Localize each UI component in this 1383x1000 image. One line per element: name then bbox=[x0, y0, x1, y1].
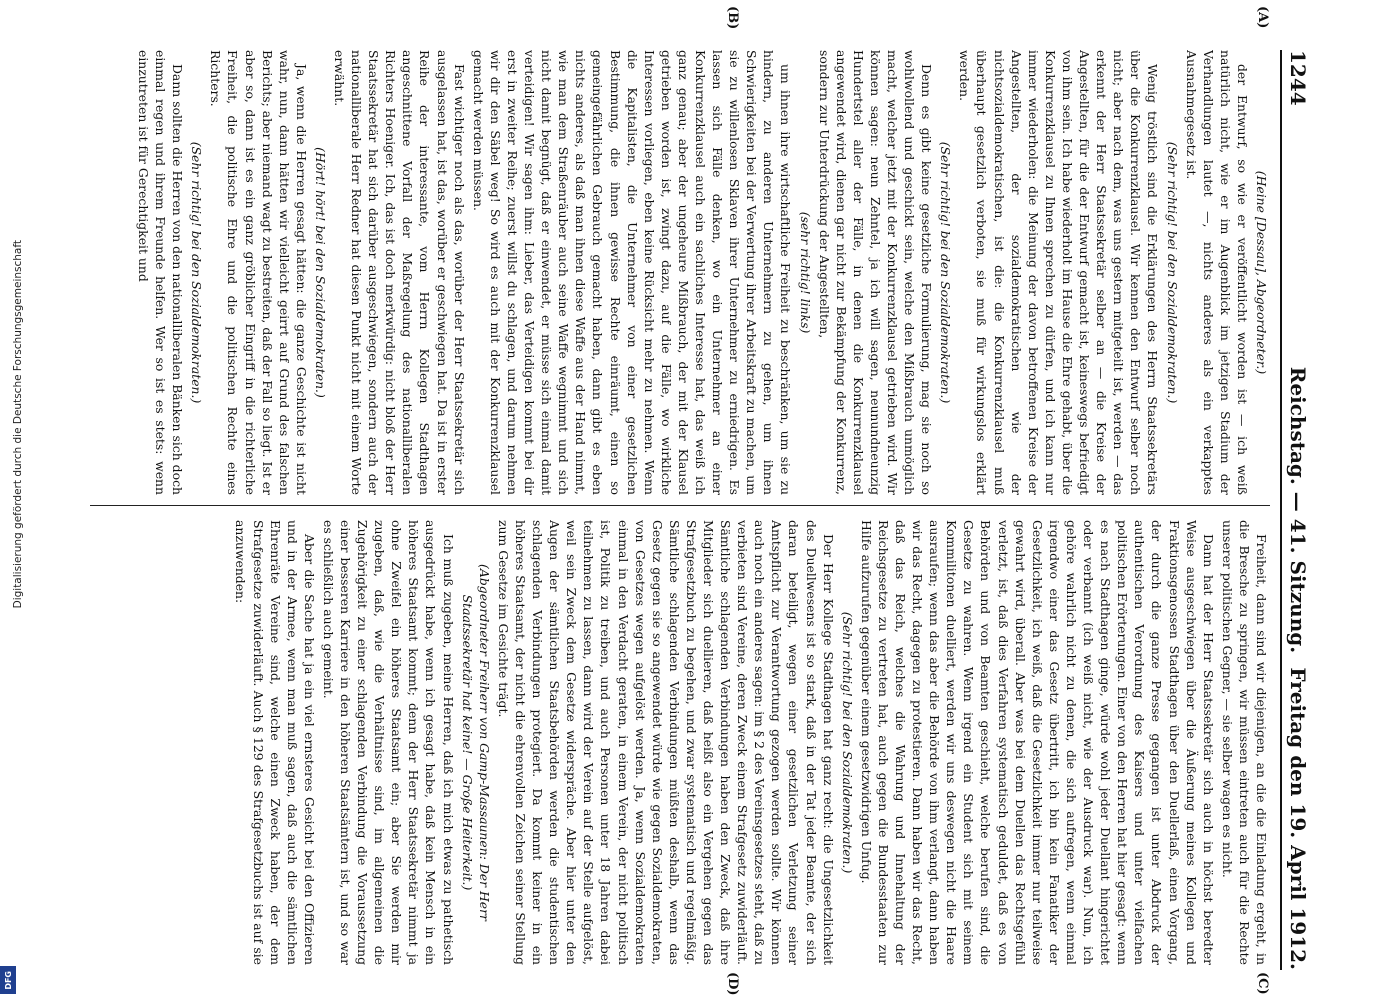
margin-letter-a: (A) bbox=[1255, 6, 1270, 29]
paragraph: Denn es gibt keine gesetzliche Formulierung, mag sie noch so wohlwollend und geschickt sein, welche den Mißbrauch unmöglich macht, welcher jetzt mit der Konkurrenzklausel getrieben wird. Wir können sagen: neun Zehntel, ja ich will sagen, neunundneunzig Hundertstel aller der Fälle, in denen die Konkurrenzklausel angewendet wird, dienen gar nicht zur Bekämpfung der Konkurrenz, sondern zur Unterdrückung der Angestellten, bbox=[816, 50, 935, 495]
margin-letter-b: (B) bbox=[725, 6, 740, 30]
interjection: (Sehr richtig! bei den Sozialdemokraten.) bbox=[938, 141, 954, 404]
paragraph: Aber die Sache hat ja ein viel ernsteres Gesicht bei den Offizieren und in der Armee, wenn man muß sagen, daß auch die sämtlichen Ehrenräte Vereine sind, welche einen Zweck haben, der dem Strafgesetze zuwiderläuft. Auch § 129 des Strafgesetzbuchs ist auf sie anzuwenden: bbox=[233, 520, 317, 965]
paragraph: Freiheit, dann sind wir diejenigen, an die die Einladung ergeht, in die Bresche zu springen, wir müssen eintreten auch für die Rechte unserer politischen Gegner, — sie selber wagen es nicht. bbox=[1219, 520, 1269, 965]
rotated-page bbox=[80, 6, 1310, 996]
interjection: (Sehr richtig! bei den Sozialdemokraten.) bbox=[189, 141, 205, 404]
paragraph: Ich muß zugeben, meine Herren, daß ich mich etwas zu pathetisch ausgedrückt habe, wenn ich gesagt habe, daß kein Mensch in ein höheres Staatsamt kommt; denn der Herr Staatssekretär nimmt ja ohne Zweifel ein höheres Staatsamt ein; aber Sie werden mir zugeben, daß, wie die Verhältnisse sind, im allgemeinen die Zugehörigkeit zu einer schlagenden Verbindung die Voraussetzung einer besseren Karriere in den höheren Staatsämtern ist, und so war es schließlich auch gemeint. bbox=[320, 520, 456, 965]
page-number: 1244 bbox=[1286, 50, 1310, 106]
page-header bbox=[1280, 50, 1310, 970]
interjection: (Heine [Dessau], Abgeordneter.) bbox=[1254, 170, 1269, 375]
paragraph: Der Herr Kollege Stadthagen hat ganz recht: die Ungesetzlichkeit des Duellwesens ist so stark, daß in der Tat jeder Beamte, der sich daran beteiligt, wegen einer gesetzlichen Verletzung seiner Amtspflicht zur Verantwortung gezogen werden sollte. Wir können auch noch ein anderes sagen: im § 2 des Vereinsgesetzes steht, daß zu verbieten sind Vereine, deren Zweck einem Strafgesetz zuwiderläuft. Sämtliche schlagenden Verbindungen haben den Zweck, daß ihre Mitglieder sich duellieren, daß heißt also ein Vergehen gegen das Strafgesetzbuch zu begehen, und zwar systematisch und regelmäßig. Sämtliche schlagenden Verbindungen müßten deshalb, wenn das Gesetz gegen sie so angewendet würde wie gegen Sozialdemokraten, von Gesetzes wegen aufgelöst werden. Ja, wenn Sozialdemokraten einmal in den Verdacht geraten, in einem Verein, der nicht politisch ist, Politik zu treiben, und auch Personen unter 18 Jahren dabei teilnehmen zu lassen, dann wird der Verein auf der Stelle aufgelöst, weil sein Zweck dem Gesetze widerspräche. Aber hier unter den Augen der sämtlichen Staatsbehörden werden die studentischen schlagenden Verbindungen protegiert. Da kommt keiner in ein höheres Staatsamt, der nicht die ehrenvollen Zeichen seiner Stellung zum Gesetze im Gesichte trägt. bbox=[495, 520, 836, 965]
paragraph: Dann sollten die Herren von den nationalliberalen Bänken sich doch einmal regen und ihrem Freunde helfen. Wer so ist es stets: wenn einzutreten ist für Gerechtigkeit und bbox=[136, 50, 186, 495]
digitization-credit: Digitalisierung gefördert durch die Deutsche Forschungsgemeinschaft bbox=[12, 240, 24, 609]
paragraph: Fast wichtiger noch als das, worüber der Herr Staatssekretär sich ausgelassen hat, ist das, worüber er geschwiegen hat. Da ist in erster Reihe der interessante, vom Herrn Kollegen Stadthagen angeschnittene Vorfall der Maßregelung des nationalliberalen Richters Hoeniger. Ich, das ist doch merkwürdig: nicht bloß der Herr Staatssekretär hat sich darüber ausgeschwiegen, sondern auch der nationalliberale Herr Redner hat diesen Punkt nicht mit einem Worte erwähnt. bbox=[332, 50, 467, 495]
margin-letter-d: (D) bbox=[725, 972, 740, 996]
page-title: Reichstag. — 41. Sitzung. bbox=[1286, 366, 1310, 654]
interjection: (Hört! hört! bei den Sozialdemokraten.) bbox=[312, 147, 328, 398]
paragraph: der Entwurf, so wie er veröffentlicht worden ist — ich weiß natürlich nicht, wie er im Augenblick im jetzigen Stadium der Verhandlungen lautet —, nichts anderes als ein verkapptes Ausnahmegesetz ist. bbox=[1183, 50, 1250, 495]
paragraph: Ja, wenn die Herren gesagt hätten: die ganze Geschichte ist nicht wahr, nun, dann hätten wir vielleicht geirrt auf Grund des falschen Berichts; aber niemand wagt zu bestreiten, daß der Fall so liegt. Ist er aber so, dann ist es ein ganz gröblicher Eingriff in die richterliche Freiheit, die politische Ehre und die politischen Rechte eines Richters. bbox=[208, 50, 309, 495]
margin-letter-c: (C) bbox=[1255, 972, 1270, 995]
interjection: (Sehr richtig! bei den Sozialdemokraten.) bbox=[839, 611, 855, 874]
session-date: Freitag den 19. April 1912. bbox=[1286, 667, 1310, 970]
paragraph: Dann hat der Herr Staatssekretär sich auch in höchst beredter Weise ausgeschwiegen über die Äußerung meines Kollegen und Fraktionsgenossen Stadthagen über den Duellerlaß, einen Vorgang, der durch die ganze Presse gegangen ist unter Abdruck der authentischen Verordnung des Kaisers und unter vielfachen politischen Erörterungen. Einer von den Herren hat hier gesagt: wenn es nach Stadthagen ginge, würde wohl jeder Duellant hingerichtet oder verbannt (ich weiß nicht, wie der Ausdruck war). Nun, ich gehöre wahrlich nicht zu denen, die sich aufregen, wenn einmal irgendwo einer das Gesetz übertritt, ich bin kein Fanatiker der Gesetzlichkeit, ich weiß, daß die Gesetzlichkeit immer nur teilweise gewahrt wird, überall. Aber was bei dem Duellen das Rechtsgefühl verletzt, ist, daß dies Verfahren systematisch geduldet, daß es von Behörden und von Beamten geschieht, welche berufen sind, die Gesetze zu wahren. Wenn irgend ein Student sich mit seinem Kommilitonen duelliert, werden wir uns deswegen nicht die Haare ausraufen; wenn das aber die Behörde von ihm verlangt, dann haben wir das Recht, dagegen zu protestieren. Dann haben wir das Recht, daß das Reich, welches die Wahrung und Innehaltung der Reichsgesetze zu vertreten hat, auch gegen die Bundesstaaten zur Hilfe aufzurufen gegenüber einem gesetzwidrigen Unfug. bbox=[858, 520, 1216, 965]
interjection: (Abgeordneter Freiherr von Gamp-Massaunen: Der Herr Staatssekretär hat keine! — Große Heiterkeit.) bbox=[459, 564, 492, 921]
paragraph: Wenig tröstlich sind die Erklärungen des Herrn Staatssekretärs über die Konkurrenzklausel. Wir kennen den Entwurf selber noch nicht; aber nach dem, was uns gestern mitgeteilt ist, werden — das erkennt der Herr Staatssekretär selber an — die Kreise der Angestellten, für die der Entwurf gemacht ist, keineswegs befriedigt von ihm sein. Ich habe wiederholt im Hause die Ehre gehabt, über die Konkurrenzklausel zu Ihnen sprechen zu dürfen, und ich kann nur immer wiederholen: die Meinung der davon betroffenen Kreise der Angestellten, der sozialdemokratischen wie der nichtsozialdemokratischen, ist die: die Konkurrenzklausel muß überhaupt gesetzlich verboten, sie muß für wirkungslos erklärt werden. bbox=[957, 50, 1161, 495]
dfg-logo-icon: DFG bbox=[0, 966, 16, 994]
left-column bbox=[90, 50, 1270, 495]
paragraph: um ihnen ihre wirtschaftliche Freiheit zu beschränken, um sie zu hindern, zu anderen Unternehmern zu gehen, um ihnen Schwierigkeiten bei der Verwertung ihrer Arbeitskraft zu machen, um sie zu willenlosen Sklaven ihrer Unternehmer zu erniedrigen. Es lassen sich Fälle denken, wo ein Unternehmer an einer Konkurrenzklausel auch ein sachliches Interesse hat, das weiß ich ganz genau; aber der ungeheure Mißbrauch, der mit der Klausel getrieben worden ist, zwingt dazu, auf die Fälle, wo wirkliche Interessen vorliegen, eben keine Rücksicht mehr zu nehmen. Wenn die Kapitalisten, die Unternehmer von einer gesetzlichen Bestimmung, die ihnen gewisse Rechte einräumt, einen so gemeingefährlichen Gebrauch gemacht haben, dann gibt es eben nichts anderes, als daß man ihnen diese Waffe aus der Hand nimmt, wie man dem Straßenräuber auch seine Waffe wegnimmt und sich nicht damit begnügt, daß er einwendet, er müsse sich einmal damit verteidigen! Wir sagen ihm: Lieber, das Verteidigen kommt bei dir erst in zweiter Reihe; zuerst willst du schlagen, und darum nehmen wir dir den Säbel weg! So wird es auch mit der Konkurrenzklausel gemacht werden müssen. bbox=[470, 50, 794, 495]
interjection: (Sehr richtig! bei den Sozialdemokraten.) bbox=[1164, 141, 1180, 404]
column-divider bbox=[90, 505, 1270, 506]
interjection: (sehr richtig! links) bbox=[797, 211, 813, 334]
right-column bbox=[90, 520, 1270, 965]
